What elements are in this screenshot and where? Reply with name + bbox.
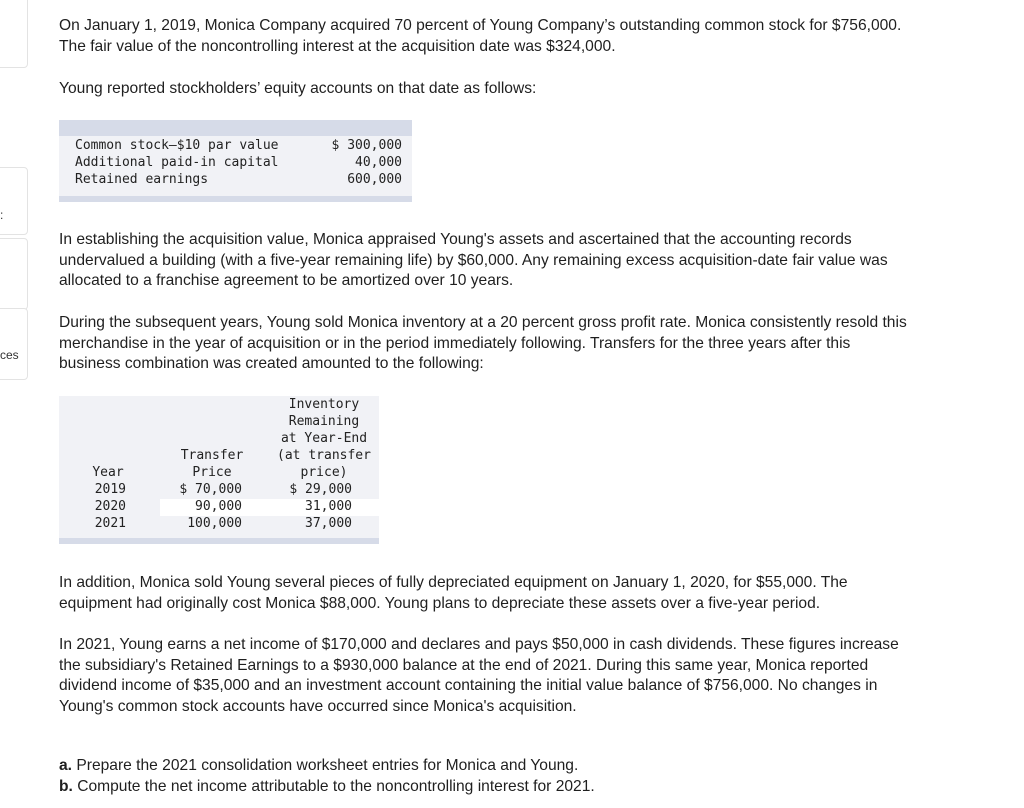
inventory-paragraph (59, 313, 1014, 375)
equipment-paragraph (59, 573, 1014, 614)
question-a-label: a. (59, 757, 73, 774)
sidebar-card[interactable] (0, 167, 28, 235)
table-cell-year: 2020 (94, 499, 126, 514)
column-header: at Year-End (280, 431, 368, 446)
table-cell-remaining: 37,000 (305, 516, 352, 531)
table-footer-bar (59, 196, 412, 202)
table-row-value: 40,000 (355, 155, 402, 170)
table-cell-price: $ 70,000 (179, 482, 242, 497)
column-header: Year (92, 465, 124, 480)
text-line: In addition, Monica sold Young several pieces of fully depreciated equipment on January 1, 2020, for $55,000. The (59, 574, 848, 591)
text-line: the subsidiary's Retained Earnings to a $930,000 balance at the end of 2021. During this same year, Monica reported (59, 656, 869, 674)
table-cell-remaining: $ 29,000 (289, 482, 352, 497)
table-row-value: 600,000 (347, 172, 402, 187)
column-header: Inventory (288, 397, 360, 412)
equity-intro: Young reported stockholders’ equity accounts on that date as follows: (59, 80, 537, 97)
text-line: undervalued a building (with a five-year remaining life) by $60,000. Any remaining excess acquisition-date fair value was (59, 251, 888, 269)
column-header: Price (192, 465, 232, 480)
table-row-value: $ 300,000 (331, 138, 402, 153)
question-b-label: b. (59, 777, 73, 795)
text-line: During the subsequent years, Young sold Monica inventory at a 20 percent gross profit rate. Monica consistently resold this (59, 314, 907, 331)
table-cell-price: 100,000 (187, 516, 242, 531)
table-cell-year: 2019 (94, 482, 126, 497)
appraisal-paragraph (59, 230, 1014, 292)
sidebar-card[interactable] (0, 0, 28, 68)
intro-paragraph (59, 16, 1014, 57)
text-line: In establishing the acquisition value, Monica appraised Young's assets and ascertained that the accounting records (59, 231, 852, 248)
left-sidebar (0, 0, 28, 808)
income-paragraph (59, 635, 1014, 717)
table-row-label: Retained earnings (75, 172, 209, 187)
text-line: allocated to a franchise agreement to be amortized over 10 years. (59, 272, 514, 289)
text-line: On January 1, 2019, Monica Company acquired 70 percent of Young Company’s outstanding common stock for $756,000. (59, 17, 902, 34)
text-line: The fair value of the noncontrolling interest at the acquisition date was $324,000. (59, 37, 616, 55)
sidebar-fragment: ces (0, 348, 19, 362)
sidebar-fragment: : (0, 208, 4, 222)
column-header: Remaining (288, 414, 360, 429)
question-a-text: Prepare the 2021 consolidation worksheet entries for Monica and Young. (76, 757, 579, 774)
table-row-label: Additional paid-in capital (75, 155, 279, 170)
questions-block (59, 756, 1014, 797)
column-header: Transfer (180, 448, 244, 463)
table-row-label: Common stock—$10 par value (75, 138, 279, 153)
text-line: Young's common stock accounts have occurred since Monica's acquisition. (59, 697, 577, 715)
table-cell-year: 2021 (94, 516, 126, 531)
sidebar-card[interactable] (0, 238, 28, 310)
text-line: business combination was created amounted to the following: (59, 355, 484, 372)
column-header: (at transfer (277, 448, 371, 463)
question-b-text: Compute the net income attributable to the noncontrolling interest for 2021. (77, 777, 595, 795)
text-line: merchandise in the year of acquisition or in the period immediately following. Transfers for the three years after this (59, 334, 851, 352)
column-header: price) (300, 465, 348, 480)
table-footer-bar (59, 538, 379, 544)
text-line: In 2021, Young earns a net income of $170,000 and declares and pays $50,000 in cash dividends. These figures increase (59, 636, 899, 653)
text-line: equipment had originally cost Monica $88,000. Young plans to depreciate these assets over a five-year period. (59, 594, 821, 612)
table-cell-price: 90,000 (195, 499, 242, 514)
text-line: dividend income of $35,000 and an investment account containing the initial value balance of $756,000. No changes in (59, 677, 878, 694)
table-header-bar (59, 120, 412, 136)
sidebar-card[interactable] (0, 308, 28, 380)
table-cell-remaining: 31,000 (305, 499, 352, 514)
